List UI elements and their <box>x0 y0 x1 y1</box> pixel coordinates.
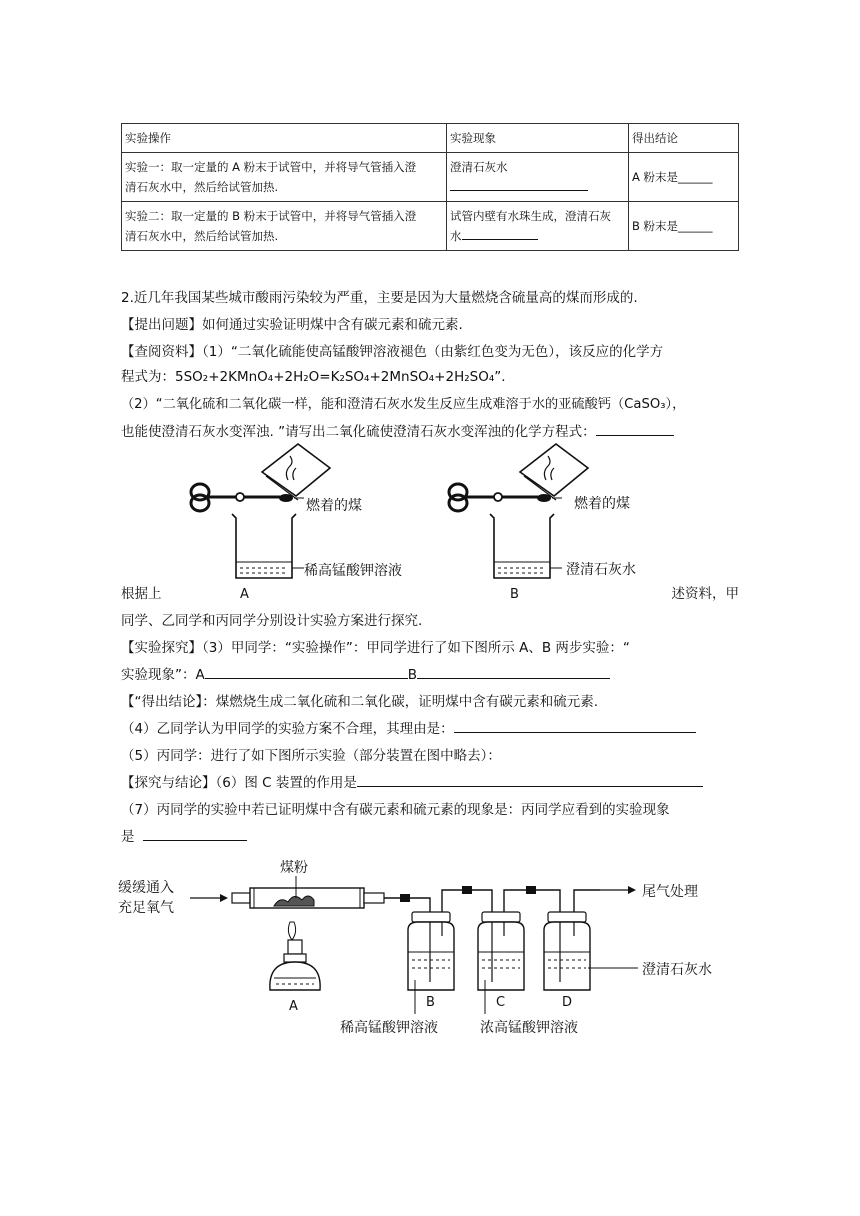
row1-phenomenon-blank[interactable] <box>450 178 588 191</box>
explore-text: （3）甲同学：“实验操作”：甲同学进行了如下图所示 A、B 两步实验：“ <box>202 640 630 656</box>
equation-answer-blank[interactable] <box>596 421 674 436</box>
explore-label: 【实验探究】 <box>121 640 202 656</box>
row2-operation-line1: 实验二：取一定量的 B 粉末于试管中，并将导气管插入澄 <box>125 209 417 223</box>
bottle-d-icon <box>544 912 590 990</box>
q7-prefix: 是 <box>121 829 135 845</box>
exhaust-label: 尾气处理 <box>642 884 698 900</box>
inlet-label-line1: 缓缓通入 <box>118 880 174 896</box>
right-coal-icon <box>537 494 551 502</box>
table-header-row <box>122 124 739 153</box>
q2-info1-line <box>121 340 739 360</box>
row1-conclusion[interactable]: A 粉末是______ <box>629 153 739 202</box>
info2b-text: 也能使澄清石灰水变浑浊. ”请写出二氧化硫使澄清石灰水变浑浊的化学方程式： <box>121 424 596 440</box>
info-label: 【查阅资料】 <box>121 344 202 360</box>
bottle-b-icon <box>408 912 454 990</box>
row1-operation-line2: 清石灰水中，然后给试管加热. <box>125 180 279 194</box>
conclusion-line <box>121 690 739 710</box>
inlet-label-line2: 充足氧气 <box>118 900 174 916</box>
bottle-d-label: D <box>562 995 573 1010</box>
bottle-c-icon <box>478 912 524 990</box>
equation-text: 5SO₂+2KMnO₄+2H₂O=K₂SO₄+2MnSO₄+2H₂SO₄”. <box>175 369 506 385</box>
left-coal-label: 燃着的煤 <box>306 498 362 514</box>
q7-line1: （7）丙同学的实验中若已证明煤中含有碳元素和硫元素的现象是：丙同学应看到的实验现象 <box>121 802 670 818</box>
row2-phenomenon-line1: 试管内壁有水珠生成，澄清石灰 <box>450 209 611 223</box>
header-phenomenon: 实验现象 <box>447 124 629 153</box>
coal-powder-label: 煤粉 <box>280 860 308 876</box>
conclusion-label: 【“得出结论】 <box>121 694 203 710</box>
after-figure-line2: 同学、乙同学和丙同学分别设计实验方案进行探究. <box>121 613 423 629</box>
row2-phenomenon-line2: 水 <box>450 226 625 246</box>
bottle-c-label: C <box>496 995 506 1010</box>
header-operation: 实验操作 <box>122 124 447 153</box>
row2-phenomenon <box>447 202 629 251</box>
q7-answer-blank[interactable] <box>143 826 247 841</box>
phenomenon-prefix: 实验现象”：A <box>121 667 205 683</box>
table-row <box>122 202 739 251</box>
row1-phenomenon-line1: 澄清石灰水 <box>450 160 508 174</box>
q6-label: 【探究与结论】 <box>121 775 216 791</box>
after-figure-right: 述资料，甲 <box>671 586 739 602</box>
phenomenon-a-blank[interactable] <box>205 664 408 679</box>
concentrated-permanganate-label: 浓高锰酸钾溶液 <box>480 1020 578 1036</box>
q2-intro: 2.近几年我国某些城市酸雨污染较为严重，主要是因为大量燃烧含硫量高的煤而形成的. <box>121 290 638 306</box>
left-coal-icon <box>279 494 293 502</box>
table-row <box>122 153 739 202</box>
question-text: 如何通过实验证明煤中含有碳元素和硫元素. <box>202 317 463 333</box>
q4-line <box>121 717 739 737</box>
q2-info2a: （2）“二氧化硫和二氧化碳一样，能和澄清石灰水发生反应生成难溶于水的亚硫酸钙（CaSO₃）， <box>121 397 686 412</box>
lime-water-label: 澄清石灰水 <box>642 962 712 978</box>
header-conclusion: 得出结论 <box>629 124 739 153</box>
row1-operation <box>122 153 447 202</box>
phenomenon-b-label: B <box>407 667 417 683</box>
info1-text: （1）“二氧化硫能使高锰酸钾溶液褪色（由紫红色变为无色），该反应的化学方 <box>202 344 664 360</box>
question-label: 【提出问题】 <box>121 317 202 333</box>
row2-operation-line2: 清石灰水中，然后给试管加热. <box>125 229 279 243</box>
flame-icon <box>288 922 295 940</box>
row1-phenomenon-line2 <box>450 177 625 197</box>
figure-burning-coal <box>180 440 680 600</box>
experiment-table <box>121 123 739 251</box>
right-apparatus <box>449 444 588 578</box>
left-solution-label: 稀高锰酸钾溶液 <box>304 563 402 579</box>
q5-line: （5）丙同学：进行了如下图所示实验（部分装置在图中略去）： <box>121 748 501 764</box>
alcohol-lamp-icon <box>270 962 320 990</box>
right-coal-label: 燃着的煤 <box>574 496 630 512</box>
row2-conclusion[interactable]: B 粉末是______ <box>629 202 739 251</box>
q7-line2 <box>121 825 739 845</box>
apparatus-a-label: A <box>289 999 298 1014</box>
explore-line <box>121 636 739 656</box>
right-jar-icon <box>520 444 588 496</box>
right-figure-letter: B <box>510 587 519 600</box>
row2-phenomenon-blank[interactable] <box>462 227 538 240</box>
figure-apparatus-chain <box>112 850 752 1050</box>
q6-line <box>121 771 739 791</box>
right-solution-label: 澄清石灰水 <box>566 562 636 578</box>
row1-phenomenon <box>447 153 629 202</box>
phenomenon-b-blank[interactable] <box>417 664 610 679</box>
equation-prefix: 程式为： <box>121 369 175 385</box>
q6-answer-blank[interactable] <box>357 772 703 787</box>
q2-question-line <box>121 313 739 333</box>
phenomenon-line <box>121 663 739 683</box>
left-jar-icon <box>262 444 330 496</box>
q2-equation-line <box>121 365 739 385</box>
dilute-permanganate-label: 稀高锰酸钾溶液 <box>340 1020 438 1036</box>
bottle-b-label: B <box>426 995 435 1010</box>
q2-info2b-line <box>121 420 739 440</box>
q6-text: （6）图 C 装置的作用是 <box>215 775 357 791</box>
conclusion-text: ：煤燃烧生成二氧化硫和二氧化碳，证明煤中含有碳元素和硫元素. <box>202 694 599 710</box>
row1-operation-line1: 实验一：取一定量的 A 粉末于试管中，并将导气管插入澄 <box>125 160 417 174</box>
row2-operation <box>122 202 447 251</box>
q4-answer-blank[interactable] <box>454 718 696 733</box>
after-figure-left: 根据上 <box>121 586 162 602</box>
q4-text: （4）乙同学认为甲同学的实验方案不合理，其理由是： <box>121 721 454 737</box>
after-figure-line1 <box>121 582 739 602</box>
left-figure-letter: A <box>240 587 249 600</box>
